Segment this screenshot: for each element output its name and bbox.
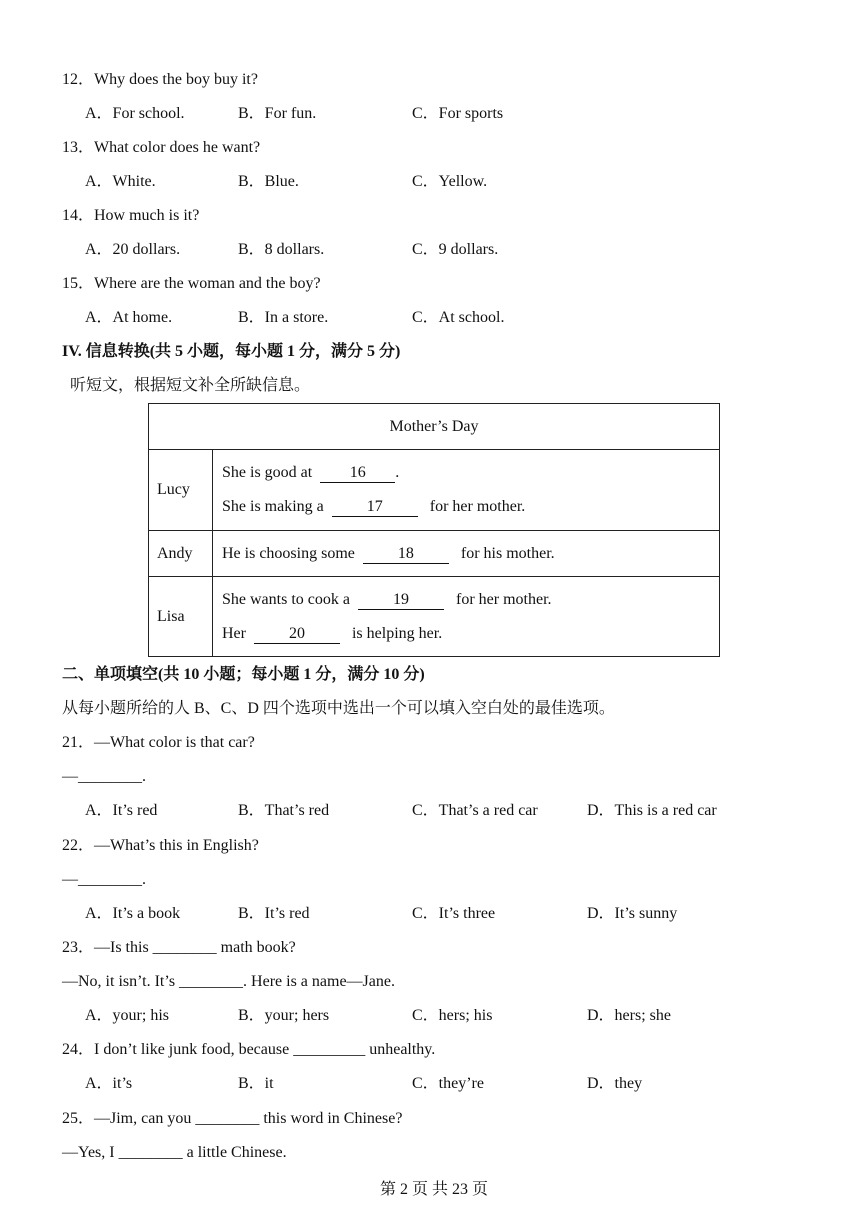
blank-17: 17 [332,498,418,517]
question-25-line-2: —Yes, I ________ a little Chinese. [62,1144,287,1161]
question-15-option-c: C．At school. [412,309,505,326]
lucy-line2-end: for her mother. [429,498,526,515]
part-2-heading: 二、单项填空(共 10 小题；每小题 1 分，满分 10 分) [62,666,425,683]
question-14-option-b: B．8 dollars. [238,241,325,258]
question-13-stem: 13．What color does he want? [62,139,261,156]
question-23-line-2: —No, it isn’t. It’s ________. Here is a name—Jane. [62,973,395,990]
section-4-instruction: 听短文，根据短文补全所缺信息。 [70,377,311,394]
question-15-stem: 15．Where are the woman and the boy? [62,275,321,292]
andy-line1-text: He is choosing some [222,544,355,562]
question-21-option-c: C．That’s a red car [412,802,538,819]
lisa-line1-end: for her mother. [455,590,552,608]
question-21-line-2: —________. [62,768,146,785]
blank-20: 20 [254,625,340,644]
question-21-line-1: 21．—What color is that car? [62,734,255,751]
question-23-option-a: A．your; his [85,1007,170,1024]
question-14-option-c: C．9 dollars. [412,241,499,258]
lucy-line1-text: She is good at [222,464,313,481]
section-4-heading: IV. 信息转换(共 5 小题，每小题 1 分，满分 5 分) [62,343,401,360]
page-footer: 第 2 页 共 23 页 [379,1181,488,1198]
question-24-line-1: 24．I don’t like junk food, because _________ unhealthy. [62,1041,436,1058]
blank-19: 19 [358,591,444,610]
question-24-option-b: B．it [238,1075,274,1092]
question-13-option-a: A．White. [85,173,156,190]
lucy-line2-text: She is making a [222,498,324,515]
question-25-line-1: 25．—Jim, can you ________ this word in Chinese? [62,1110,403,1127]
row-name-lucy: Lucy [149,450,213,531]
question-13-option-c: C．Yellow. [412,173,488,190]
question-13-option-b: B．Blue. [238,173,299,190]
question-12-option-a: A．For school. [85,105,185,122]
question-14-stem: 14．How much is it? [62,207,200,224]
question-24-option-a: A．it’s [85,1075,133,1092]
question-23-option-b: B．your; hers [238,1007,330,1024]
question-14-option-a: A．20 dollars. [85,241,181,258]
row-body-lisa [213,577,720,657]
question-21-option-d: D．This is a red car [587,802,717,819]
lisa-line2-end: is helping her. [351,624,443,642]
part-2-instruction: 从每小题所给的人 B、C、D 四个选项中选出一个可以填入空白处的最佳选项。 [62,700,615,717]
question-23-line-1: 23．—Is this ________ math book? [62,939,296,956]
question-12-stem: 12．Why does the boy buy it? [62,71,258,88]
lucy-line1-end: . [395,464,400,481]
question-23-option-d: D．hers; she [587,1007,671,1024]
row-body-lucy [213,450,720,531]
question-15-option-b: B．In a store. [238,309,329,326]
question-22-option-d: D．It’s sunny [587,905,678,922]
question-22-option-c: C．It’s three [412,905,496,922]
mothers-day-table [148,403,720,657]
question-12-option-c: C．For sports [412,105,504,122]
blank-18: 18 [363,545,449,564]
lisa-line2-text: Her [222,624,246,642]
question-21-option-b: B．That’s red [238,802,330,819]
question-15-option-a: A．At home. [85,309,173,326]
row-name-lisa: Lisa [149,577,213,657]
table-title: Mother’s Day [149,404,720,450]
question-24-option-c: C．they’re [412,1075,484,1092]
andy-line1-end: for his mother. [460,544,555,562]
lisa-line1-text: She wants to cook a [222,590,350,608]
question-22-line-1: 22．—What’s this in English? [62,837,259,854]
row-body-andy [213,531,720,577]
question-12-option-b: B．For fun. [238,105,317,122]
question-23-option-c: C．hers; his [412,1007,493,1024]
row-name-andy: Andy [149,531,213,577]
question-24-option-d: D．they [587,1075,643,1092]
blank-16: 16 [320,464,395,483]
question-21-option-a: A．It’s red [85,802,158,819]
question-22-line-2: —________. [62,871,146,888]
question-22-option-b: B．It’s red [238,905,310,922]
question-22-option-a: A．It’s a book [85,905,181,922]
